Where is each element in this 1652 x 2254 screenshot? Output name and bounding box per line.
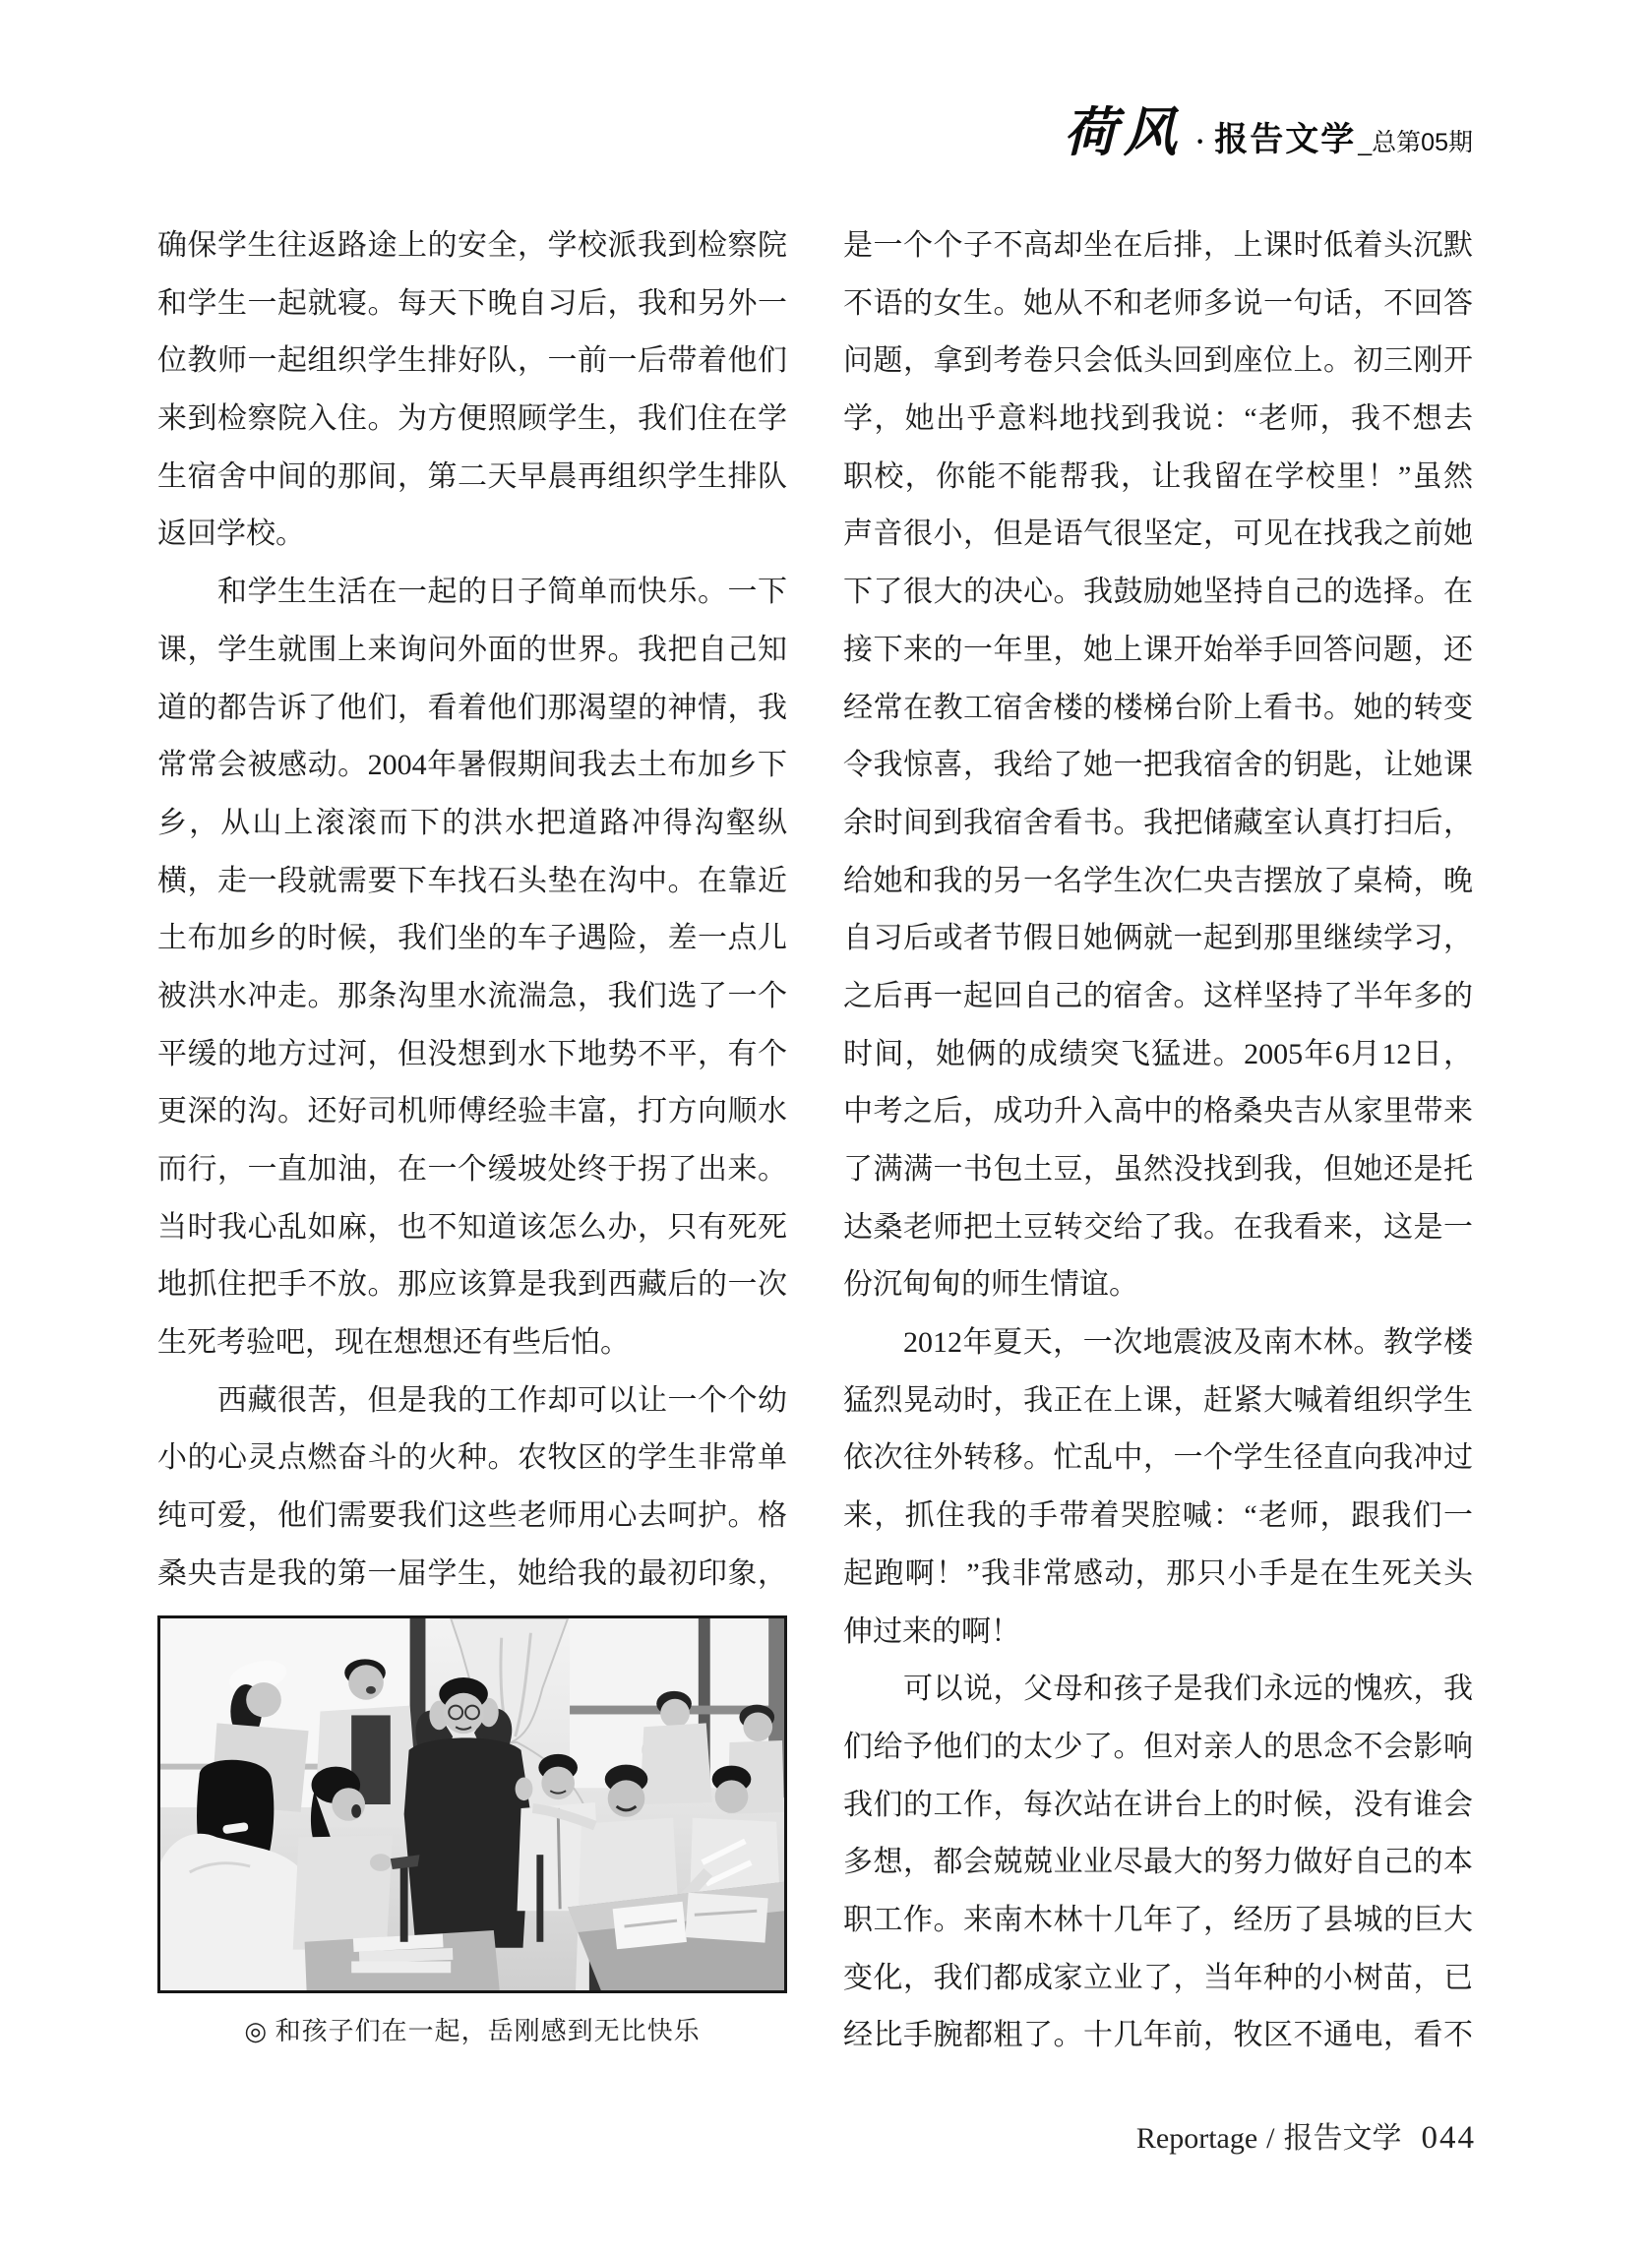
- footer-section-en: Reportage: [1135, 2122, 1258, 2155]
- left-text-column: [157, 217, 787, 1604]
- text-line: 2012年夏天，一次地震波及南木林。教学楼: [843, 1326, 1473, 1360]
- text-line: 给她和我的另一名学生次仁央吉摆放了桌椅，晚: [843, 864, 1473, 897]
- text-line: 和学生生活在一起的日子简单而快乐。一下: [157, 576, 787, 609]
- text-line: 不语的女生。她从不和老师多说一句话，不回答: [843, 286, 1473, 320]
- text-line: 生宿舍中间的那间，第二天早晨再组织学生排队: [157, 459, 787, 493]
- page-number: 044: [1421, 2120, 1476, 2156]
- text-line: 学，她出乎意料地找到我说：“老师，我不想去: [843, 402, 1473, 436]
- text-line: 下了很大的决心。我鼓励她坚持自己的选择。在: [843, 576, 1473, 609]
- text-line: 份沉甸甸的师生情谊。: [843, 1268, 1138, 1302]
- text-line: 土布加乡的时候，我们坐的车子遇险，差一点儿: [157, 922, 787, 955]
- text-line: 自习后或者节假日她俩就一起到那里继续学习，: [843, 922, 1473, 955]
- text-line: 地抓住把手不放。那应该算是我到西藏后的一次: [157, 1268, 787, 1302]
- text-line: 经常在教工宿舍楼的楼梯台阶上看书。她的转变: [843, 691, 1473, 724]
- right-text-column: [843, 217, 1473, 2065]
- text-line: 可以说，父母和孩子是我们永远的愧疚，我: [843, 1673, 1473, 1706]
- text-line: 们给予他们的太少了。但对亲人的思念不会影响: [843, 1730, 1473, 1763]
- text-line: 确保学生往返路途上的安全，学校派我到检察院: [157, 229, 787, 262]
- text-line: 职工作。来南木林十几年了，经历了县城的巨大: [843, 1903, 1473, 1936]
- text-line: 更深的沟。还好司机师傅经验丰富，打方向顺水: [157, 1095, 787, 1128]
- text-line: 而行，一直加油，在一个缓坡处终于拐了出来。: [157, 1153, 787, 1186]
- text-line: 余时间到我宿舍看书。我把储藏室认真打扫后，: [843, 806, 1473, 839]
- text-line: 了满满一书包土豆，虽然没找到我，但她还是托: [843, 1153, 1473, 1186]
- page-header: [1064, 91, 1473, 166]
- text-line: 和学生一起就寝。每天下晚自习后，我和另外一: [157, 286, 787, 320]
- page-footer: [1136, 2113, 1476, 2157]
- text-line: 来，抓住我的手带着哭腔喊：“老师，跟我们一: [843, 1499, 1473, 1533]
- text-line: 我们的工作，每次站在讲台上的时候，没有谁会: [843, 1788, 1473, 1821]
- classroom-photo-illustration: [160, 1618, 784, 1990]
- footer-section-zh: 报告文学: [1283, 2122, 1402, 2155]
- text-line: 依次往外转移。忙乱中，一个学生径直向我冲过: [843, 1441, 1473, 1475]
- text-line: 位教师一起组织学生排好队，一前一后带着他们: [157, 344, 787, 378]
- text-line: 猛烈晃动时，我正在上课，赶紧大喊着组织学生: [843, 1383, 1473, 1417]
- header-issue-number: _总第05期: [1358, 129, 1473, 156]
- text-line: 课，学生就围上来询问外面的世界。我把自己知: [157, 633, 787, 666]
- text-line: 西藏很苦，但是我的工作却可以让一个个幼: [157, 1383, 787, 1417]
- text-line: 中考之后，成功升入高中的格桑央吉从家里带来: [843, 1095, 1473, 1128]
- text-line: 小的心灵点燃奋斗的火种。农牧区的学生非常单: [157, 1441, 787, 1475]
- text-line: 职校，你能不能帮我，让我留在学校里！”虽然: [843, 459, 1473, 493]
- text-line: 时间，她俩的成绩突飞猛进。2005年6月12日，: [843, 1037, 1473, 1070]
- text-line: 生死考验吧，现在想想还有些后怕。: [157, 1326, 630, 1360]
- text-line: 来到检察院入住。为方便照顾学生，我们住在学: [157, 402, 787, 436]
- text-line: 多想，都会兢兢业业尽最大的努力做好自己的本: [843, 1846, 1473, 1879]
- footer-separator: /: [1266, 2122, 1275, 2155]
- text-line: 乡，从山上滚滚而下的洪水把道路冲得沟壑纵: [157, 806, 787, 839]
- text-line: 起跑啊！”我非常感动，那只小手是在生死关头: [843, 1556, 1473, 1590]
- text-line: 经比手腕都粗了。十几年前，牧区不通电，看不: [843, 2019, 1473, 2052]
- text-line: 纯可爱，他们需要我们这些老师用心去呵护。格: [157, 1499, 787, 1533]
- classroom-photo: [157, 1615, 787, 1993]
- text-line: 被洪水冲走。那条沟里水流湍急，我们选了一个: [157, 979, 787, 1012]
- text-line: 道的都告诉了他们，看着他们那渴望的神情，我: [157, 691, 787, 724]
- text-line: 令我惊喜，我给了她一把我宿舍的钥匙，让她课: [843, 749, 1473, 782]
- text-line: 常常会被感动。2004年暑假期间我去土布加乡下: [157, 749, 787, 782]
- text-line: 之后再一起回自己的宿舍。这样坚持了半年多的: [843, 979, 1473, 1012]
- text-line: 横，走一段就需要下车找石头垫在沟中。在靠近: [157, 864, 787, 897]
- text-line: 平缓的地方过河，但没想到水下地势不平，有个: [157, 1037, 787, 1070]
- text-line: 问题，拿到考卷只会低头回到座位上。初三刚开: [843, 344, 1473, 378]
- header-dot-separator: ·: [1194, 127, 1205, 157]
- photo-caption: ◎ 和孩子们在一起，岳刚感到无比快乐: [244, 2017, 701, 2045]
- header-section-title: 报告文学: [1214, 121, 1357, 158]
- text-line: 当时我心乱如麻，也不知道该怎么办，只有死死: [157, 1210, 787, 1244]
- text-line: 是一个个子不高却坐在后排，上课时低着头沉默: [843, 229, 1473, 262]
- text-line: 伸过来的啊！: [843, 1614, 1020, 1648]
- text-line: 返回学校。: [157, 518, 305, 551]
- text-line: 声音很小，但是语气很坚定，可见在找我之前她: [843, 518, 1473, 551]
- text-line: 变化，我们都成家立业了，当年种的小树苗，已: [843, 1961, 1473, 1994]
- text-line: 接下来的一年里，她上课开始举手回答问题，还: [843, 633, 1473, 666]
- text-line: 桑央吉是我的第一届学生，她给我的最初印象，: [157, 1556, 787, 1590]
- magazine-logo: 荷风: [1063, 100, 1184, 163]
- text-line: 达桑老师把土豆转交给了我。在我看来，这是一: [843, 1210, 1473, 1244]
